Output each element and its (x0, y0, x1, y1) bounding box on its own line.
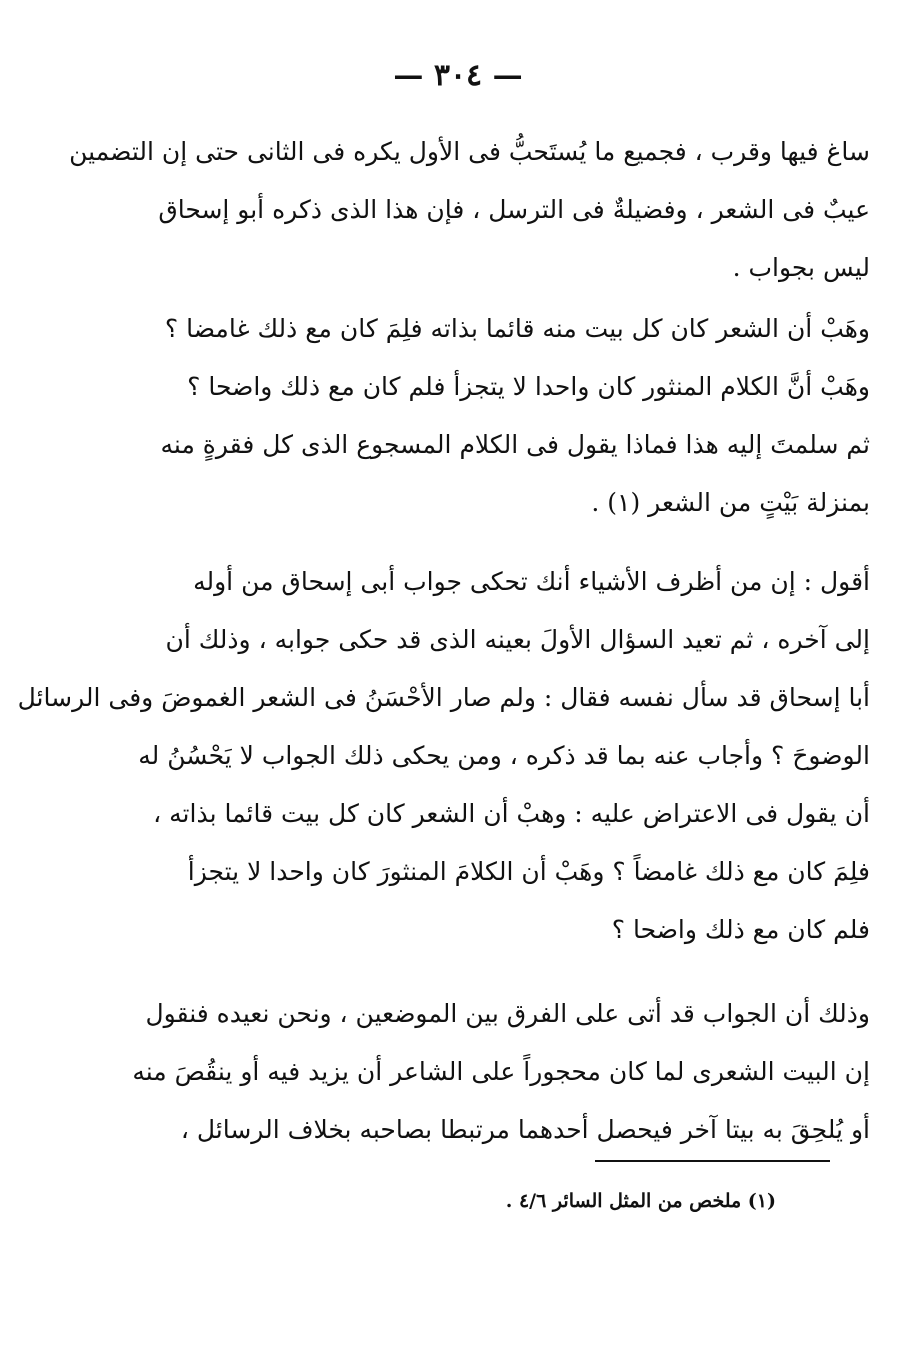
footnote: (١) ملخص من المثل السائر ٤/٦ . (505, 1190, 776, 1212)
footnote-divider (595, 1160, 830, 1162)
text-line: ليس بجواب . (732, 253, 870, 282)
text-line: إن البيت الشعرى لما كان محجوراً على الشاعر أن يزيد فيه أو ينقُصَ منه (132, 1057, 870, 1086)
text-line: ثم سلمتَ إليه هذا فماذا يقول فى الكلام المسجوع الذى كل فقرةٍ منه (160, 430, 870, 459)
text-line: عيبٌ فى الشعر ، وفضيلةٌ فى الترسل ، فإن هذا الذى ذكره أبو إسحاق (158, 195, 870, 224)
text-line: أو يُلحِقَ به بيتا آخر فيحصل أحدهما مرتبطا بصاحبه بخلاف الرسائل ، (180, 1115, 870, 1144)
text-line: فلِمَ كان مع ذلك غامضاً ؟ وهَبْ أن الكلامَ المنثورَ كان واحدا لا يتجزأ (187, 857, 870, 886)
page-number: — ٣٠٤ — (393, 58, 523, 93)
text-line: أبا إسحاق قد سأل نفسه فقال : ولم صار الأحْسَنُ فى الشعر الغموضَ وفى الرسائل (17, 683, 870, 712)
text-line: وذلك أن الجواب قد أتى على الفرق بين الموضعين ، ونحن نعيده فنقول (145, 999, 870, 1028)
text-line: أن يقول فى الاعتراض عليه : وهبْ أن الشعر كان كل بيت قائما بذاته ، (153, 799, 870, 828)
text-line: إلى آخره ، ثم تعيد السؤال الأولَ بعينه الذى قد حكى جوابه ، وذلك أن (165, 625, 870, 654)
text-line: الوضوحَ ؟ وأجاب عنه بما قد ذكره ، ومن يحكى ذلك الجواب لا يَحْسُنُ له (138, 741, 870, 770)
paragraph-3 (17, 553, 870, 959)
text-line: وهَبْ أنَّ الكلام المنثور كان واحدا لا يتجزأ فلم كان مع ذلك واضحا ؟ (187, 372, 870, 401)
text-line: أقول : إن من أظرف الأشياء أنك تحكى جواب أبى إسحاق من أوله (193, 567, 870, 596)
paragraph-1 (69, 123, 870, 297)
text-line: بمنزلة بَيْتٍ من الشعر (١) . (591, 488, 870, 517)
text-line: ساغ فيها وقرب ، فجميع ما يُستَحبُّ فى الأول يكره فى الثانى حتى إن التضمين (69, 137, 870, 166)
paragraph-4 (132, 985, 870, 1159)
text-line: وهَبْ أن الشعر كان كل بيت منه قائما بذاته فلِمَ كان مع ذلك غامضا ؟ (164, 314, 870, 343)
paragraph-2 (150, 300, 870, 532)
text-line: فلم كان مع ذلك واضحا ؟ (611, 915, 870, 944)
